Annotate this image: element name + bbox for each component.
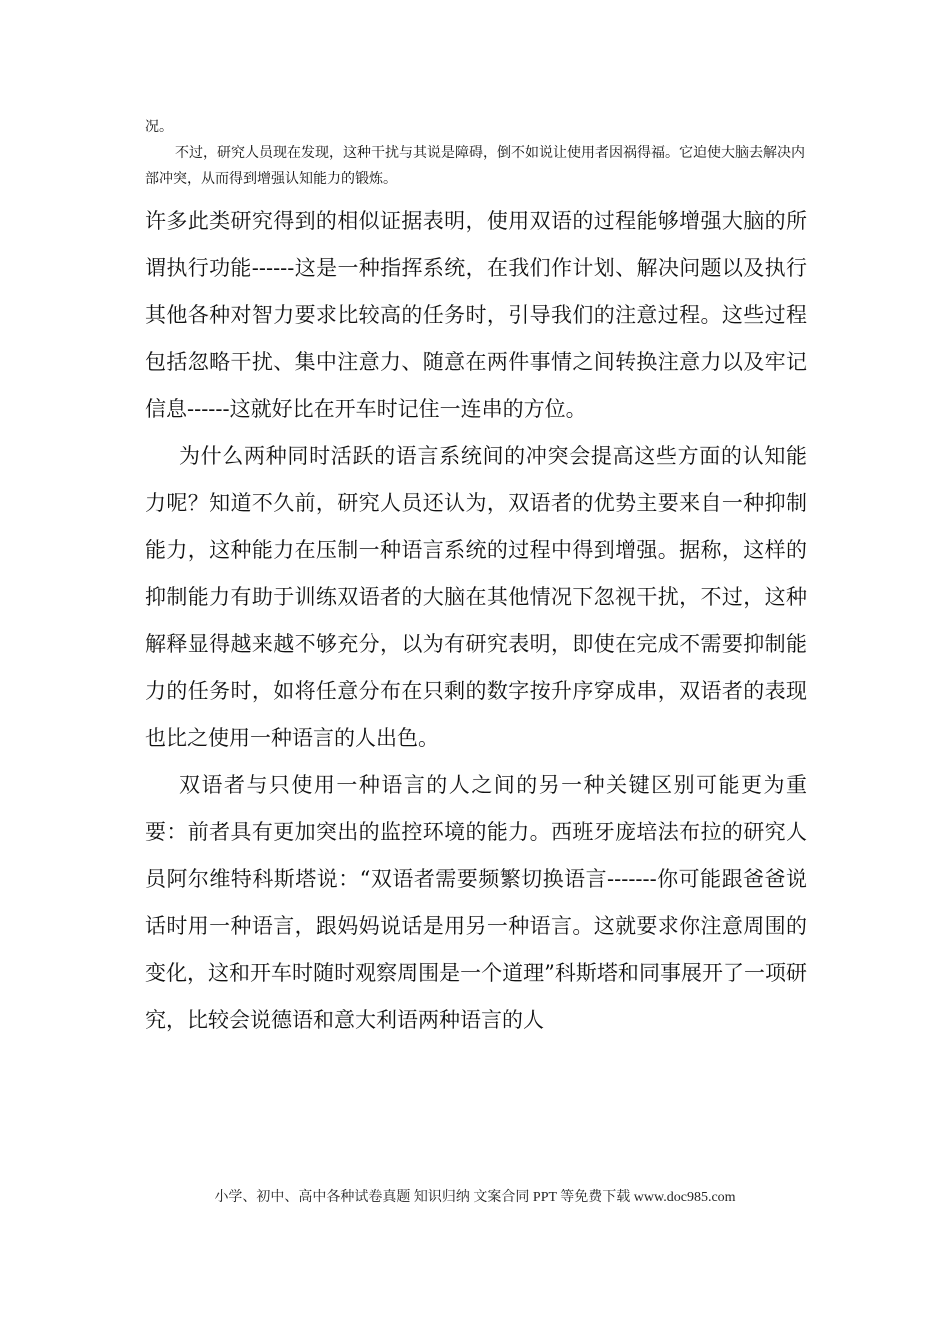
paragraph-3: 双语者与只使用一种语言的人之间的另一种关键区别可能更为重要：前者具有更加突出的监控环境的能力。西班牙庞培法布拉的研究人员阿尔维特科斯塔说：“双语者需要频繁切换语言-------你可能跟爸爸说话时用一种语言，跟妈妈说话是用另一种语言。这就要求你注意周围的变化，这和开车时随时观察周围是一个道理”科斯塔和同事展开了一项研究，比较会说德语和意大利语两种语言的人 [145, 773, 807, 1032]
small-text-line: 况。 [145, 119, 173, 135]
page-footer: 小学、初中、高中各种试卷真题 知识归纳 文案合同 PPT 等免费下载 www.doc985.com [214, 1190, 736, 1205]
paragraph-1: 许多此类研究得到的相似证据表明，使用双语的过程能够增强大脑的所谓执行功能------这是一种指挥系统，在我们作计划、解决问题以及执行其他各种对智力要求比较高的任务时，引导我们的注意过程。这些过程包括忽略干扰、集中注意力、随意在两件事情之间转换注意力以及牢记信息------这就好比在开车时记住一连串的方位。 [145, 209, 807, 421]
small-text-paragraph: 不过，研究人员现在发现，这种干扰与其说是障碍，倒不如说让使用者因祸得福。它迫使大脑去解决内部冲突，从而得到增强认知能力的锻炼。 [145, 145, 805, 187]
main-text-block [145, 198, 807, 1044]
small-text-block [145, 114, 810, 192]
paragraph-2: 为什么两种同时活跃的语言系统间的冲突会提高这些方面的认知能力呢？知道不久前，研究人员还认为，双语者的优势主要来自一种抑制能力，这种能力在压制一种语言系统的过程中得到增强。据称，这样的抑制能力有助于训练双语者的大脑在其他情况下忽视干扰，不过，这种解释显得越来越不够充分，以为有研究表明，即使在完成不需要抑制能力的任务时，如将任意分布在只剩的数字按升序穿成串，双语者的表现也比之使用一种语言的人出色。 [145, 444, 807, 750]
